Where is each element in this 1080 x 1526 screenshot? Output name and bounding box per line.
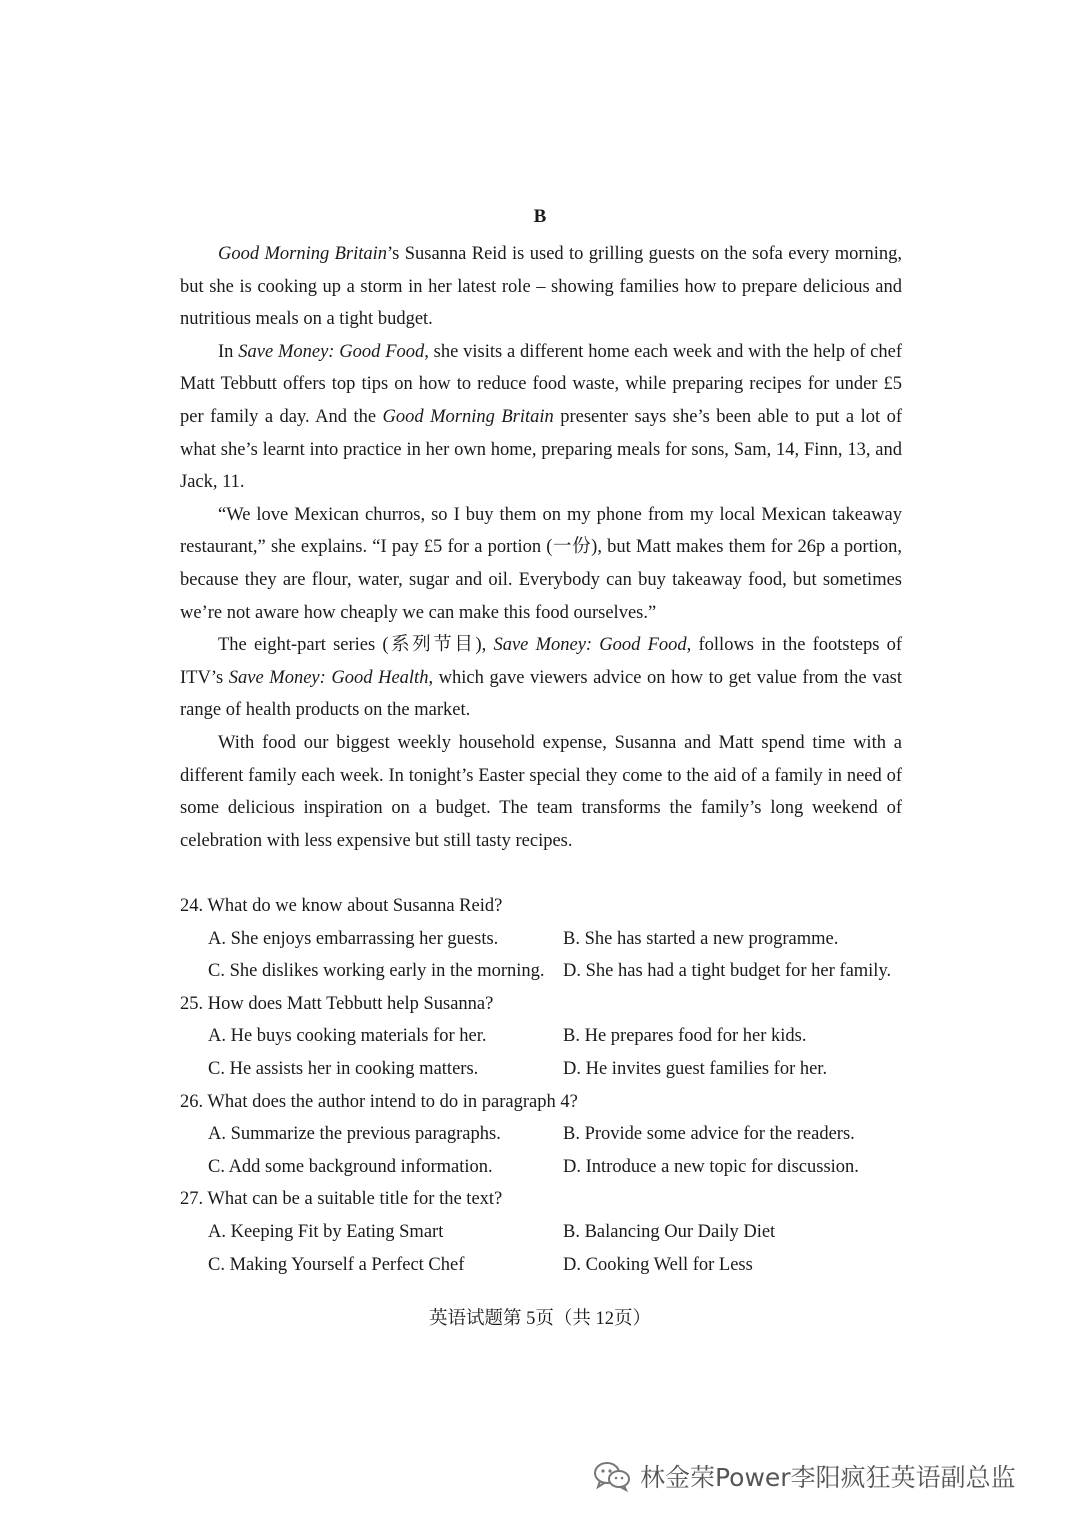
watermark-text: 林金荣Power李阳疯狂英语副总监 — [640, 1463, 1016, 1492]
question-27 — [180, 1183, 920, 1281]
paragraph-text: ’s Susanna Reid is used to grilling guests on the sofa every morning, but she is cooking up a storm in her latest role – showing families how to prepare delicious and nutritious meals on a tight budget. — [180, 244, 903, 330]
option-a: A. Keeping Fit by Eating Smart — [208, 1221, 444, 1242]
paragraph-text: , follows in the footsteps of ITV’s — [180, 635, 903, 688]
paragraph-1 — [180, 238, 902, 336]
option-d: D. He invites guest families for her. — [563, 1058, 828, 1079]
option-d: D. Introduce a new topic for discussion. — [563, 1156, 859, 1177]
option-d: D. Cooking Well for Less — [563, 1254, 753, 1275]
italic-title-text: Save Money: Good Food — [238, 341, 425, 362]
option-d: D. She has had a tight budget for her family. — [563, 961, 892, 982]
option-a: A. She enjoys embarrassing her guests. — [208, 928, 499, 949]
paragraph-text: “We love Mexican churros, so I buy them on my phone from my local Mexican takeaway restaurant,” she explains. “I pay £5 for a portion (一份), but Matt makes them for 26p a portion, because they are flour, water, sugar and oil. Everybody can buy takeaway food, but sometimes we’re not aware how cheaply we can make this food ourselves.” — [180, 504, 902, 623]
question-stem: 26. What does the author intend to do in paragraph 4? — [180, 1091, 578, 1112]
option-grid — [180, 1118, 920, 1183]
question-stem: 27. What can be a suitable title for the text? — [180, 1189, 503, 1210]
italic-title-text: Save Money: Good Food — [493, 635, 687, 656]
option-b: B. Provide some advice for the readers. — [563, 1124, 855, 1145]
paragraph-text: The eight-part series (系列节目), — [218, 635, 494, 656]
page-footer: 英语试题第 5页（共 12页） — [428, 1309, 651, 1329]
question-stem: 25. How does Matt Tebbutt help Susanna? — [180, 993, 494, 1014]
question-26 — [180, 1086, 920, 1184]
option-c: C. Making Yourself a Perfect Chef — [208, 1254, 465, 1275]
option-b: B. She has started a new programme. — [563, 928, 839, 949]
italic-title-text: Good Morning Britain — [218, 244, 388, 264]
option-grid — [180, 1216, 920, 1281]
question-stem: 24. What do we know about Susanna Reid? — [180, 896, 503, 916]
paragraph-text: , which gave viewers advice on how to get value from the vast range of health products on the market. — [180, 667, 902, 721]
paragraph-text: In — [218, 341, 239, 362]
option-a: A. He buys cooking materials for her. — [208, 1026, 487, 1047]
paragraph-4 — [180, 629, 902, 727]
italic-title-text: Save Money: Good Health — [228, 667, 429, 688]
section-label: B — [533, 206, 547, 227]
option-grid — [180, 1020, 920, 1085]
option-b: B. He prepares food for her kids. — [563, 1026, 807, 1047]
watermark — [592, 1458, 1016, 1494]
reading-passage — [180, 238, 902, 857]
question-25 — [180, 988, 920, 1086]
paragraph-5 — [180, 727, 902, 857]
paragraph-text: , she visits a different home each week and with the help of chef Matt Tebbutt offers top tips on how to reduce food waste, while preparing recipes for under £5 per family a day. And the — [180, 341, 903, 427]
option-c: C. She dislikes working early in the morning. — [208, 961, 545, 982]
paragraph-2 — [180, 336, 902, 499]
option-grid — [180, 923, 920, 988]
italic-title-text: Good Morning Britain — [382, 406, 554, 427]
option-c: C. He assists her in cooking matters. — [208, 1058, 479, 1079]
wechat-icon — [592, 1459, 632, 1493]
option-b: B. Balancing Our Daily Diet — [563, 1221, 776, 1242]
paragraph-3 — [180, 499, 902, 629]
paragraph-text: presenter says she’s been able to put a lot of what she’s learnt into practice in her own home, preparing meals for sons, Sam, 14, Finn, 13, and Jack, 11. — [180, 406, 902, 493]
question-list — [180, 890, 920, 1281]
option-a: A. Summarize the previous paragraphs. — [208, 1124, 501, 1145]
option-c: C. Add some background information. — [208, 1156, 493, 1177]
paragraph-text: With food our biggest weekly household expense, Susanna and Matt spend time with a different family each week. In tonight’s Easter special they come to the aid of a family in need of some delicious inspiration on a budget. The team transforms the family’s long weekend of celebration with less expensive but still tasty recipes. — [180, 732, 902, 851]
question-24 — [180, 890, 920, 988]
